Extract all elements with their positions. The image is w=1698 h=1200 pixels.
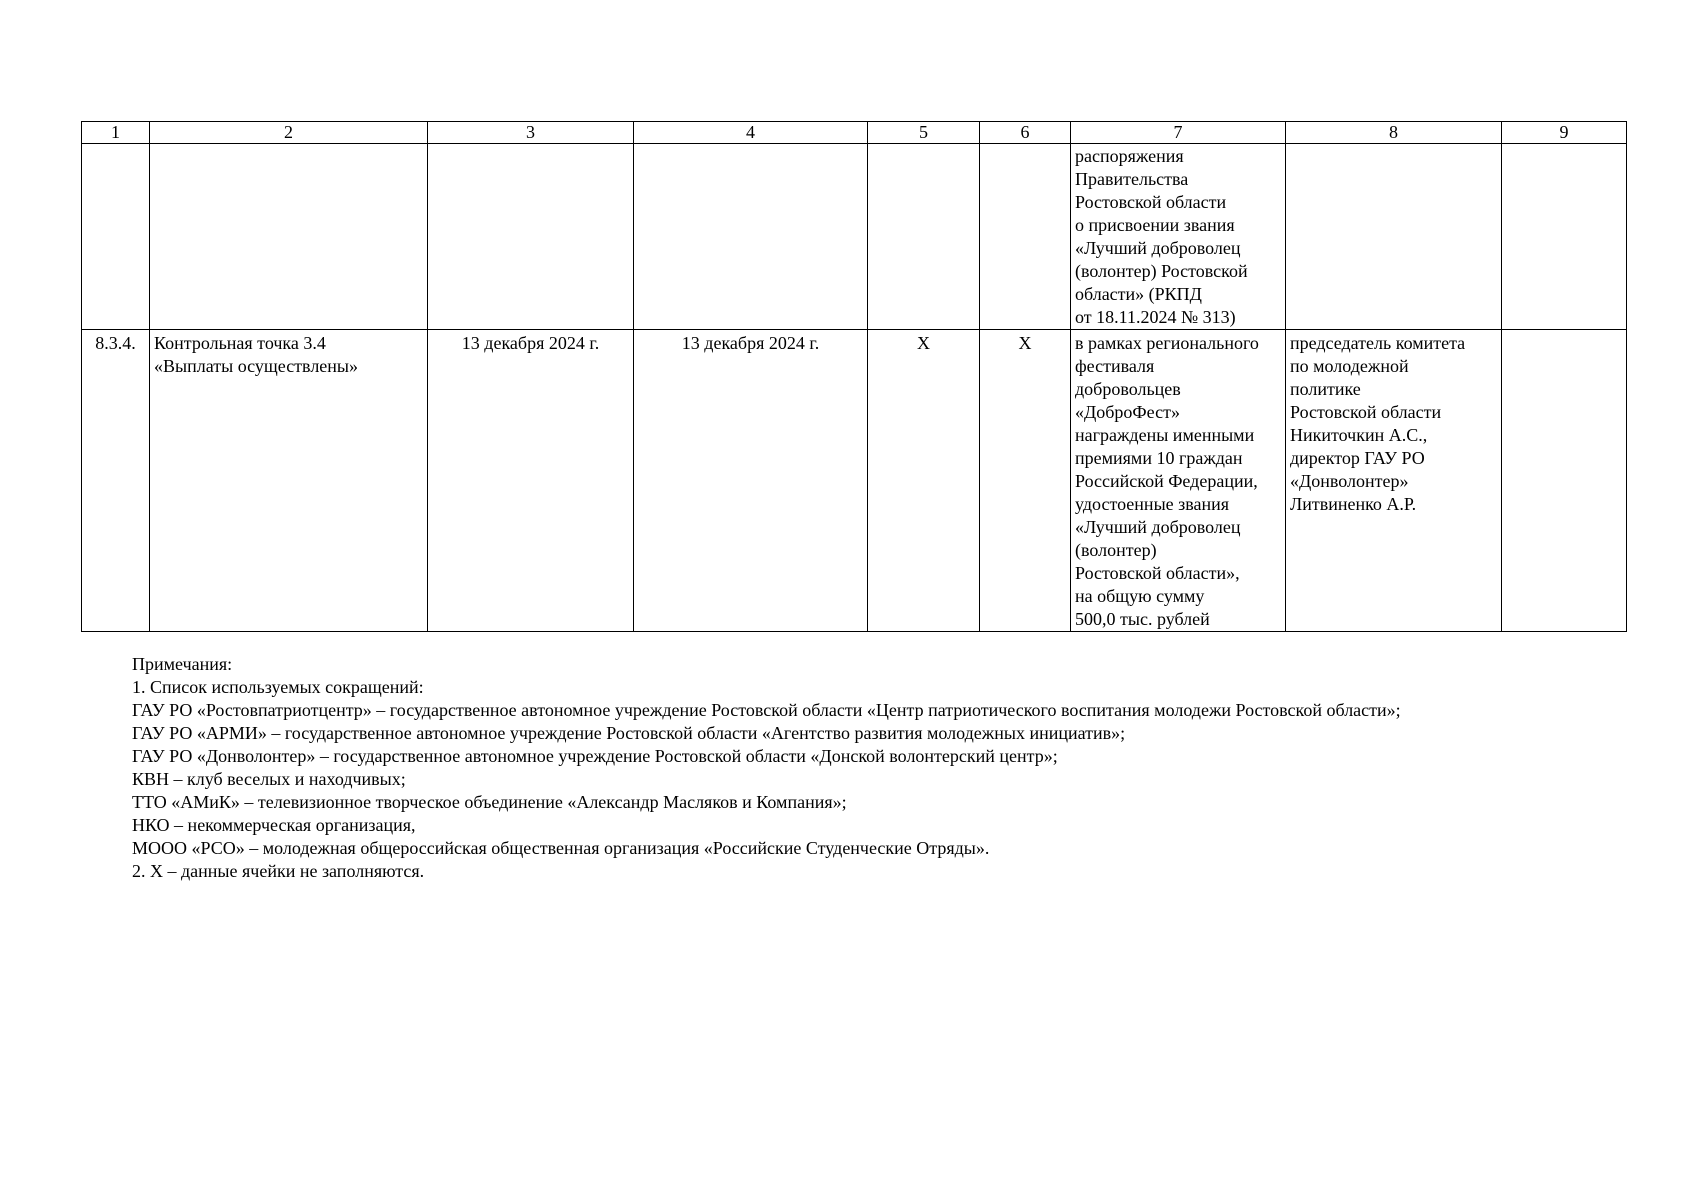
column-6-cell — [980, 330, 1071, 632]
responsible-text: председатель комитета по молодежной политике Ростовской области Никиточкин А.С., директор ГАУ РО «Донволонтер» Литвиненко А.Р. — [1290, 333, 1466, 514]
column-number: 1 — [82, 122, 150, 144]
column-6-value — [984, 144, 1066, 145]
table-row — [82, 330, 1627, 632]
abbreviation-line: НКО – некоммерческая организация, — [132, 815, 416, 835]
column-5-value: Х — [917, 333, 930, 353]
start-date-cell — [428, 144, 634, 330]
column-9-value — [1506, 144, 1622, 145]
notes-title: Примечания: — [132, 654, 233, 674]
start-date: 13 декабря 2024 г. — [461, 333, 600, 353]
column-number: 5 — [868, 122, 980, 144]
row-number — [86, 144, 145, 145]
end-date-cell — [634, 330, 868, 632]
result-text: в рамках регионального фестиваля добровольцев «ДоброФест» награждены именными премиями 10 граждан Российской Федерации, удостоенные звания «Лучший доброволец (волонтер) Ростовской области», на общую сумму 500,0 тыс. рублей — [1075, 333, 1259, 629]
result-cell — [1071, 144, 1286, 330]
responsible-text — [1290, 144, 1497, 145]
table-row — [82, 144, 1627, 330]
document-table-container — [81, 121, 1626, 632]
event-name-cell — [150, 330, 428, 632]
result-cell — [1071, 330, 1286, 632]
notes-item-abbreviations-heading: 1. Список используемых сокращений: — [132, 677, 424, 697]
abbreviation-line: ГАУ РО «АРМИ» – государственное автономное учреждение Ростовской области «Агентство развития молодежных инициатив»; — [132, 723, 1126, 743]
column-number: 4 — [634, 122, 868, 144]
column-number: 2 — [150, 122, 428, 144]
abbreviation-line: ГАУ РО «Ростовпатриотцентр» – государственное автономное учреждение Ростовской области «Центр патриотического воспитания молодежи Ростовской области»; — [132, 700, 1401, 720]
notes-section — [132, 653, 1652, 883]
column-number: 8 — [1286, 122, 1502, 144]
column-9-cell — [1502, 144, 1627, 330]
column-number: 7 — [1071, 122, 1286, 144]
responsible-cell — [1286, 144, 1502, 330]
responsible-cell — [1286, 330, 1502, 632]
event-name — [154, 144, 423, 145]
end-date: 13 декабря 2024 г. — [681, 333, 820, 353]
column-6-value: Х — [1018, 333, 1032, 353]
abbreviation-line: ТТО «АМиК» – телевизионное творческое объединение «Александр Масляков и Компания»; — [132, 792, 847, 812]
row-number: 8.3.4. — [95, 333, 136, 353]
column-6-cell — [980, 144, 1071, 330]
row-number-cell — [82, 144, 150, 330]
document-table — [81, 121, 1627, 632]
column-number-row — [82, 122, 1627, 144]
abbreviation-line: КВН – клуб веселых и находчивых; — [132, 769, 406, 789]
row-number-cell — [82, 330, 150, 632]
column-9-value — [1506, 330, 1622, 332]
column-number: 3 — [428, 122, 634, 144]
end-date-cell — [634, 144, 868, 330]
column-9-cell — [1502, 330, 1627, 632]
end-date — [638, 144, 863, 145]
column-5-cell — [868, 330, 980, 632]
column-5-value — [872, 144, 975, 145]
event-name-cell — [150, 144, 428, 330]
start-date-cell — [428, 330, 634, 632]
abbreviation-line: МООО «РСО» – молодежная общероссийская общественная организация «Российские Студенческие Отряды». — [132, 838, 990, 858]
start-date — [432, 144, 629, 145]
event-name: Контрольная точка 3.4 «Выплаты осуществлены» — [154, 333, 359, 376]
abbreviation-line: ГАУ РО «Донволонтер» – государственное автономное учреждение Ростовской области «Донской волонтерский центр»; — [132, 746, 1058, 766]
result-text: распоряжения Правительства Ростовской области о присвоении звания «Лучший доброволец (волонтер) Ростовской области» (РКПД от 18.11.2024 № 313) — [1075, 146, 1248, 327]
column-5-cell — [868, 144, 980, 330]
notes-item-x-meaning: 2. Х – данные ячейки не заполняются. — [132, 861, 425, 881]
column-number: 9 — [1502, 122, 1627, 144]
column-number: 6 — [980, 122, 1071, 144]
